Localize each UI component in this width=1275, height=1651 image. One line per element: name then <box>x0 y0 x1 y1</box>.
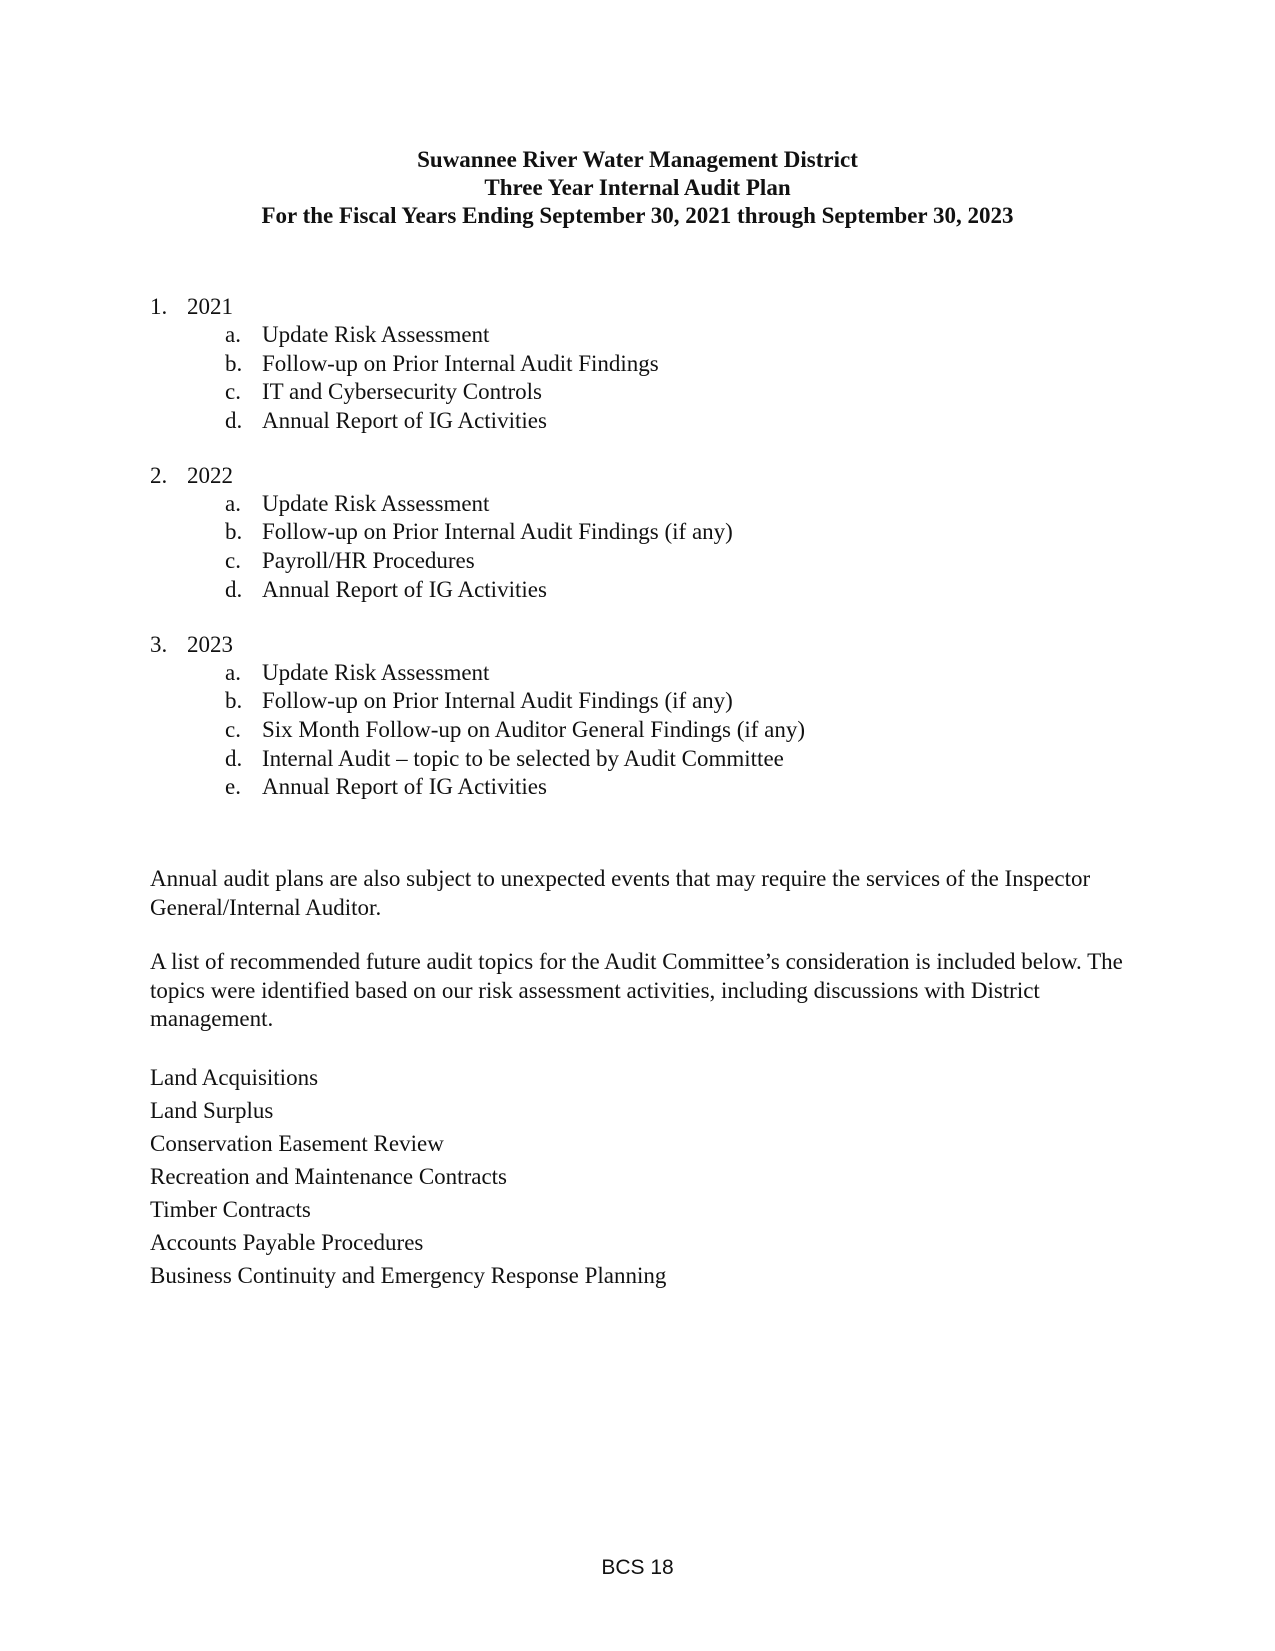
document-header <box>0 146 1275 230</box>
future-audit-topics-list <box>150 1061 666 1292</box>
page-footer-label: BCS 18 <box>601 1556 674 1579</box>
year-heading <box>150 292 1150 321</box>
year-heading <box>150 630 1150 659</box>
plan-item <box>150 518 1150 547</box>
item-text: Annual Report of IG Activities <box>262 408 547 434</box>
topic-item: Land Surplus <box>150 1098 274 1123</box>
year-items <box>150 659 1150 802</box>
item-text: Six Month Follow-up on Auditor General Findings (if any) <box>262 716 806 742</box>
item-letter: b. <box>225 519 243 545</box>
item-letter: a. <box>225 659 241 685</box>
topic-item: Conservation Easement Review <box>150 1131 444 1156</box>
item-letter: e. <box>225 774 241 800</box>
plan-item <box>150 659 1150 688</box>
topic-item: Accounts Payable Procedures <box>150 1230 424 1255</box>
plan-year-2022 <box>150 461 1150 605</box>
header-organization: Suwannee River Water Management District <box>417 147 858 172</box>
item-text: Annual Report of IG Activities <box>262 576 547 602</box>
item-text: Follow-up on Prior Internal Audit Findings <box>262 350 659 376</box>
plan-item <box>150 350 1150 379</box>
item-letter: c. <box>225 548 241 574</box>
plan-item <box>150 490 1150 519</box>
year-items <box>150 321 1150 436</box>
item-letter: c. <box>225 716 241 742</box>
unexpected-events-paragraph: Annual audit plans are also subject to unexpected events that may require the services of the Inspector General/Internal Auditor. <box>150 866 1091 920</box>
plan-year-2021 <box>150 292 1150 436</box>
item-text: IT and Cybersecurity Controls <box>262 379 542 405</box>
header-plan-title: Three Year Internal Audit Plan <box>484 175 791 200</box>
item-text: Annual Report of IG Activities <box>262 774 547 800</box>
header-fiscal-years: For the Fiscal Years Ending September 30, 2021 through September 30, 2023 <box>261 203 1014 228</box>
plan-item <box>150 547 1150 576</box>
item-text: Follow-up on Prior Internal Audit Findings (if any) <box>262 519 733 545</box>
year-label: 2022 <box>187 462 233 488</box>
item-text: Payroll/HR Procedures <box>262 548 475 574</box>
topic-item: Timber Contracts <box>150 1197 311 1222</box>
recommended-topics-paragraph: A list of recommended future audit topics for the Audit Committee’s consideration is included below. The topics were identified based on our risk assessment activities, including discussions with District management. <box>150 949 1123 1031</box>
item-text: Update Risk Assessment <box>262 490 490 516</box>
item-letter: d. <box>225 745 243 771</box>
year-items <box>150 490 1150 605</box>
item-letter: a. <box>225 322 241 347</box>
item-letter: d. <box>225 576 243 602</box>
item-text: Internal Audit – topic to be selected by Audit Committee <box>262 745 784 771</box>
plan-item <box>150 687 1150 716</box>
item-text: Follow-up on Prior Internal Audit Findings (if any) <box>262 688 733 714</box>
plan-item <box>150 378 1150 407</box>
item-letter: c. <box>225 379 241 405</box>
topic-item: Land Acquisitions <box>150 1065 319 1090</box>
item-letter: d. <box>225 408 243 434</box>
audit-plan-list <box>150 292 1150 827</box>
plan-item <box>150 745 1150 774</box>
item-letter: b. <box>225 688 243 714</box>
plan-item <box>150 716 1150 745</box>
year-label: 2023 <box>187 631 233 657</box>
year-number: 1. <box>150 294 168 319</box>
item-text: Update Risk Assessment <box>262 659 490 685</box>
plan-item <box>150 321 1150 350</box>
year-number: 3. <box>150 631 168 657</box>
topic-item: Recreation and Maintenance Contracts <box>150 1164 507 1189</box>
plan-item <box>150 576 1150 605</box>
topic-item: Business Continuity and Emergency Response Planning <box>150 1263 667 1288</box>
plan-item <box>150 407 1150 436</box>
item-letter: a. <box>225 490 241 516</box>
year-heading <box>150 461 1150 490</box>
item-letter: b. <box>225 350 243 376</box>
plan-year-2023 <box>150 630 1150 802</box>
plan-item <box>150 773 1150 802</box>
year-label: 2021 <box>187 294 233 319</box>
year-number: 2. <box>150 462 168 488</box>
item-text: Update Risk Assessment <box>262 322 490 347</box>
